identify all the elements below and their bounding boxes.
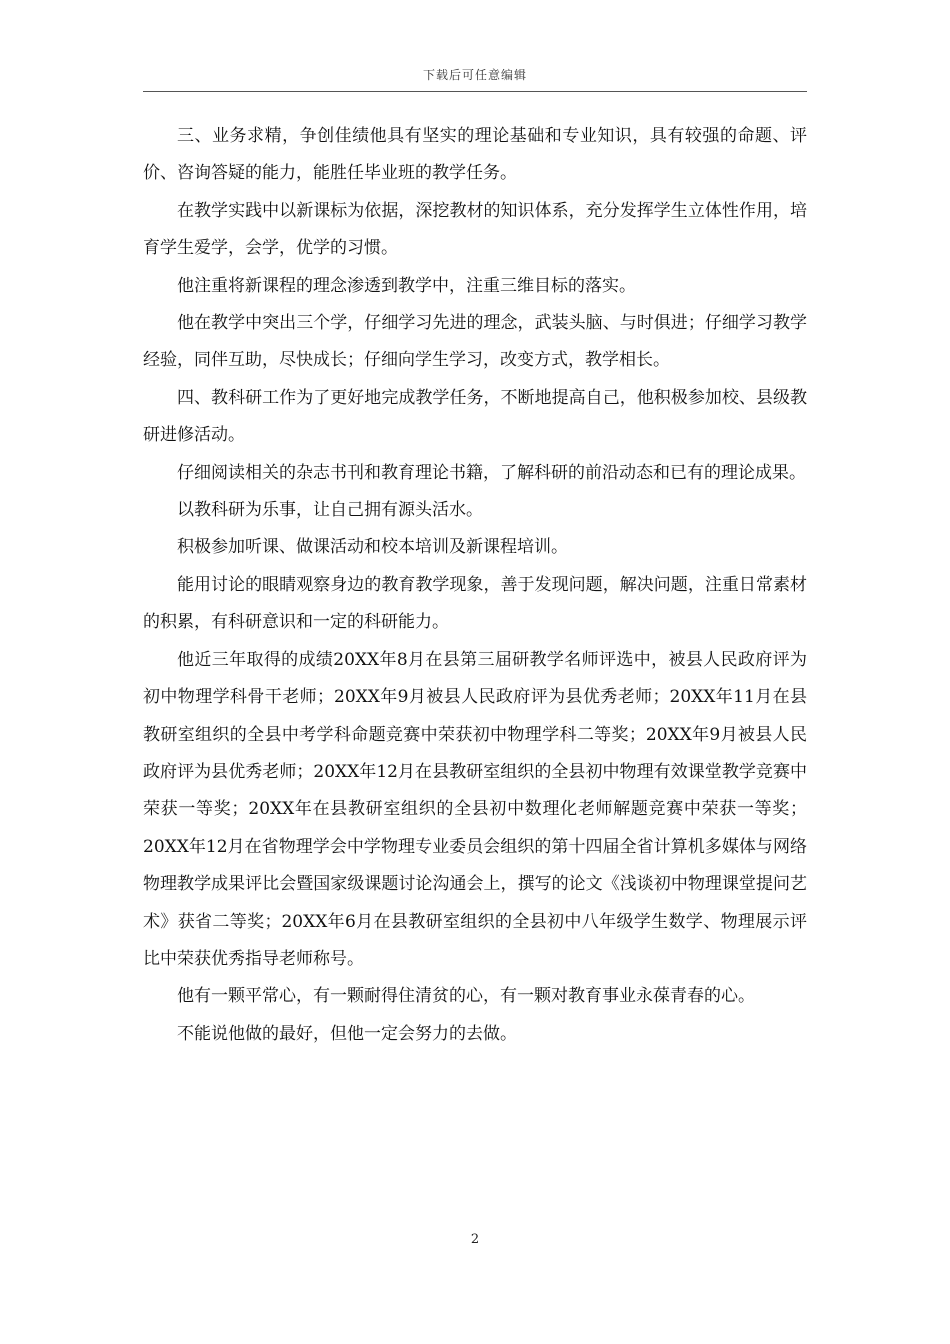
header-divider [143,91,807,92]
page-header: 下载后可任意编辑 [422,68,527,82]
paragraph: 三、业务求精，争创佳绩他具有坚实的理论基础和专业知识，具有较强的命题、评价、咨询答疑的能力，能胜任毕业班的教学任务。 [143,126,807,184]
paragraph: 积极参加听课、做课活动和校本培训及新课程培训。 [177,537,568,558]
paragraph: 仔细阅读相关的杂志书刊和教育理论书籍，了解科研的前沿动态和已有的理论成果。 [177,462,806,483]
paragraph: 他有一颗平常心，有一颗耐得住清贫的心，有一颗对教育事业永葆青春的心。 [177,986,755,1007]
paragraph: 他注重将新课程的理念渗透到教学中，注重三维目标的落实。 [177,275,636,296]
paragraph: 在教学实践中以新课标为依据，深挖教材的知识体系，充分发挥学生立体性作用，培育学生爱学，会学，优学的习惯。 [143,200,807,259]
paragraph: 他近三年取得的成绩20XX年8月在县第三届研教学名师评选中，被县人民政府评为初中物理学科骨干老师；20XX年9月被县人民政府评为县优秀老师；20XX年11月在县教研室组织的全县中考学科命题竞赛中荣获初中物理学科二等奖；20XX年9月被县人民政府评为县优秀老师；20XX年12月在县教研室组织的全县初中物理有效课堂教学竞赛中荣获一等奖；20XX年在县教研室组织的全县初中数理化老师解题竞赛中荣获一等奖；20XX年12月在省物理学会中学物理专业委员会组织的第十四届全省计算机多媒体与网络物理教学成果评比会暨国家级课题讨论沟通会上，撰写的论文《浅谈初中物理课堂提问艺术》获省二等奖；20XX年6月在县教研室组织的全县初中八年级学生数学、物理展示评比中荣获优秀指导老师称号。 [143,649,807,969]
paragraph: 以教科研为乐事，让自己拥有源头活水。 [177,500,483,521]
paragraph: 他在教学中突出三个学，仔细学习先进的理念，武装头脑、与时俱进；仔细学习教学经验，同伴互助，尽快成长；仔细向学生学习，改变方式，教学相长。 [143,313,807,371]
page-number: 2 [470,1232,480,1247]
paragraph: 不能说他做的最好，但他一定会努力的去做。 [177,1023,517,1044]
paragraph: 能用讨论的眼睛观察身边的教育教学现象，善于发现问题，解决问题，注重日常素材的积累，有科研意识和一定的科研能力。 [143,574,807,633]
document-body [143,118,807,1053]
paragraph: 四、教科研工作为了更好地完成教学任务，不断地提高自己，他积极参加校、县级教研进修活动。 [143,387,807,446]
